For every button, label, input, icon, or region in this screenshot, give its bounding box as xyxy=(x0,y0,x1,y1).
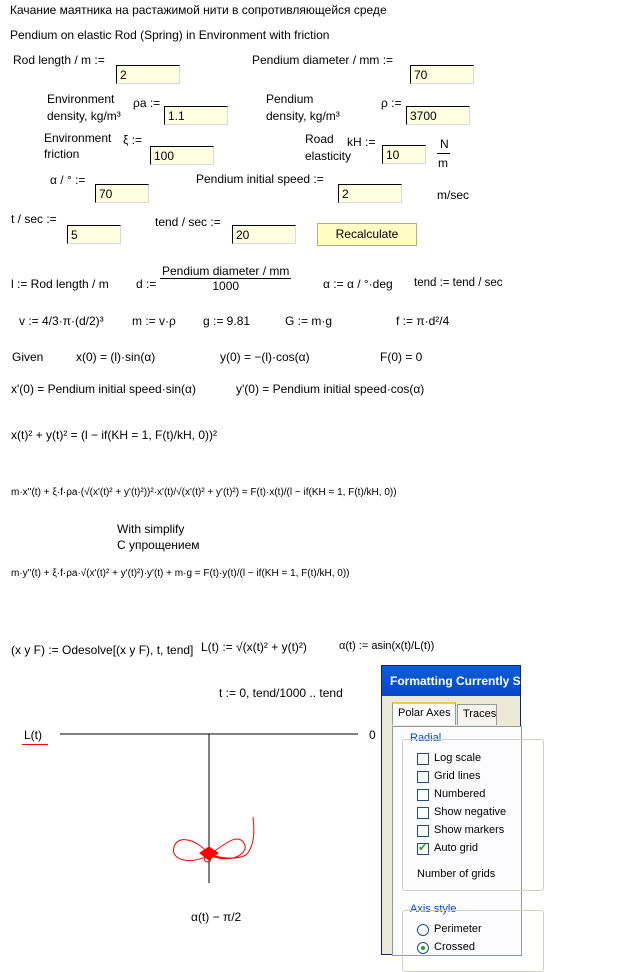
log-scale-label: Log scale xyxy=(434,752,482,764)
initial-speed-input[interactable]: 2 xyxy=(338,184,402,203)
F0-constraint: F(0) = 0 xyxy=(380,350,423,364)
numbered-label: Numbered xyxy=(434,788,486,800)
crossed-radio[interactable] xyxy=(417,942,429,954)
env-friction-label-2: friction xyxy=(44,147,80,161)
road-elasticity-label-2: elasticity xyxy=(305,149,352,163)
road-elasticity-symbol: kH := xyxy=(347,135,376,149)
alpha-definition: α := α / °·deg xyxy=(323,277,393,291)
pendium-density-label-2: density, kg/m³ xyxy=(266,109,340,123)
show-negative-checkbox[interactable] xyxy=(417,807,429,819)
alpha-input[interactable]: 70 xyxy=(95,184,149,203)
env-friction-symbol: ξ := xyxy=(123,133,143,147)
log-scale-checkbox[interactable] xyxy=(417,753,429,765)
d-denominator: 1000 xyxy=(212,279,240,293)
plot-x-label: α(t) − π/2 xyxy=(191,910,242,924)
equation-motion-x: m·x''(t) + ξ·f·ρa·(√(x'(t)² + y'(t)²))²·x'(t)/√(x'(t)² + y'(t)²) = F(t)·x(t)/(l − if(KH = 1, F(t)/kH, 0)) xyxy=(11,487,397,498)
title-en: Pendium on elastic Rod (Spring) in Environment with friction xyxy=(10,28,330,42)
rod-length-input[interactable]: 2 xyxy=(116,65,180,84)
alpha-t-definition: α(t) := asin(x(t)/L(t)) xyxy=(339,640,435,652)
t-range-definition: t := 0, tend/1000 .. tend xyxy=(219,686,343,700)
pendium-diameter-input[interactable]: 70 xyxy=(410,65,474,84)
G-definition: G := m·g xyxy=(285,314,333,328)
rod-length-label: Rod length / m := xyxy=(13,53,105,67)
tab-traces[interactable]: Traces xyxy=(457,704,497,725)
dy0-constraint: y'(0) = Pendium initial speed·cos(α) xyxy=(236,382,425,396)
dialog-title[interactable]: Formatting Currently Selected Polar Plot xyxy=(382,666,520,696)
g-definition: g := 9.81 xyxy=(203,314,251,328)
group-axis-style-label: Axis style xyxy=(410,903,457,915)
simplify-note-en: With simplify xyxy=(117,522,185,536)
title-ru: Качание маятника на растажимой нити в сопротивляющейся среде xyxy=(10,3,387,17)
number-of-grids-label: Number of grids xyxy=(417,868,496,880)
t-label: t / sec := xyxy=(11,212,57,226)
m-definition: m := v·ρ xyxy=(132,314,176,328)
d-fraction xyxy=(160,264,291,293)
road-elasticity-unit-num: N xyxy=(440,137,449,151)
polar-plot[interactable] xyxy=(60,725,360,910)
pendium-diameter-label: Pendium diameter / mm := xyxy=(252,53,394,67)
recalculate-button[interactable]: Recalculate xyxy=(317,223,417,246)
grid-lines-label: Grid lines xyxy=(434,770,481,782)
env-density-label-2: density, kg/m³ xyxy=(47,109,121,123)
pendium-density-symbol: ρ := xyxy=(381,96,402,110)
env-density-input[interactable]: 1.1 xyxy=(164,106,228,125)
plot-y-label: L(t) xyxy=(24,728,42,742)
l-definition: l := Rod length / m xyxy=(11,277,109,291)
d-numerator: Pendium diameter / mm xyxy=(162,264,290,278)
dx0-constraint: x'(0) = Pendium initial speed·sin(α) xyxy=(11,382,196,396)
given-keyword: Given xyxy=(12,350,44,364)
dialog-tab-bar xyxy=(392,704,520,726)
perimeter-label: Perimeter xyxy=(434,923,482,935)
road-elasticity-label-1: Road xyxy=(305,132,334,146)
tab-polar-axes[interactable]: Polar Axes xyxy=(392,702,456,725)
d-definition-lhs: d := xyxy=(136,277,157,291)
road-elasticity-unit-den: m xyxy=(438,156,448,170)
env-density-label-1: Environment xyxy=(47,92,115,106)
equation-constraint-length: x(t)² + y(t)² = (l − if(KH = 1, F(t)/kH, 0))² xyxy=(11,428,218,442)
dialog-tab-page xyxy=(392,726,522,956)
plot-axis-value: 0 xyxy=(369,728,376,742)
odesolve-call: (x y F) := Odesolve[(x y F), t, tend] xyxy=(11,643,194,657)
y0-constraint: y(0) = −(l)·cos(α) xyxy=(220,350,310,364)
tend-definition: tend := tend / sec xyxy=(414,277,503,289)
env-density-symbol: ρa := xyxy=(133,96,161,110)
x0-constraint: x(0) = (l)·sin(α) xyxy=(76,350,156,364)
alpha-label: α / ° := xyxy=(50,173,86,187)
auto-grid-checkbox[interactable] xyxy=(417,843,429,855)
numbered-checkbox[interactable] xyxy=(417,789,429,801)
grid-lines-checkbox[interactable] xyxy=(417,771,429,783)
plot-y-label-underline xyxy=(22,744,48,745)
unit-fraction-line xyxy=(437,153,450,154)
v-definition: v := 4/3·π·(d/2)³ xyxy=(19,314,104,328)
simplify-note-ru: С упрощением xyxy=(117,538,200,552)
pendium-density-input[interactable]: 3700 xyxy=(406,106,470,125)
perimeter-radio[interactable] xyxy=(417,924,429,936)
equation-motion-y: m·y''(t) + ξ·f·ρa·√(x'(t)² + y'(t)²)·y'(t) + m·g = F(t)·y(t)/(l − if(KH = 1, F(t)/kH, 0)) xyxy=(11,568,350,579)
auto-grid-label: Auto grid xyxy=(434,842,479,854)
initial-speed-unit: m/sec xyxy=(437,188,470,202)
L-definition: L(t) := √(x(t)² + y(t)²) xyxy=(201,640,307,654)
env-friction-input[interactable]: 100 xyxy=(150,146,214,165)
t-input[interactable]: 5 xyxy=(67,225,121,244)
show-markers-label: Show markers xyxy=(434,824,505,836)
t-end-label: tend / sec := xyxy=(155,215,221,229)
pendium-density-label-1: Pendium xyxy=(266,92,314,106)
t-end-input[interactable]: 20 xyxy=(232,225,296,244)
env-friction-label-1: Environment xyxy=(44,131,112,145)
formatting-dialog[interactable] xyxy=(381,665,621,955)
crossed-label: Crossed xyxy=(434,941,475,953)
initial-speed-label: Pendium initial speed := xyxy=(196,172,324,186)
show-negative-label: Show negative xyxy=(434,806,507,818)
group-radial-label: Radial xyxy=(410,732,442,744)
show-markers-checkbox[interactable] xyxy=(417,825,429,837)
road-elasticity-input[interactable]: 10 xyxy=(382,145,426,164)
f-definition: f := π·d²/4 xyxy=(396,314,450,328)
